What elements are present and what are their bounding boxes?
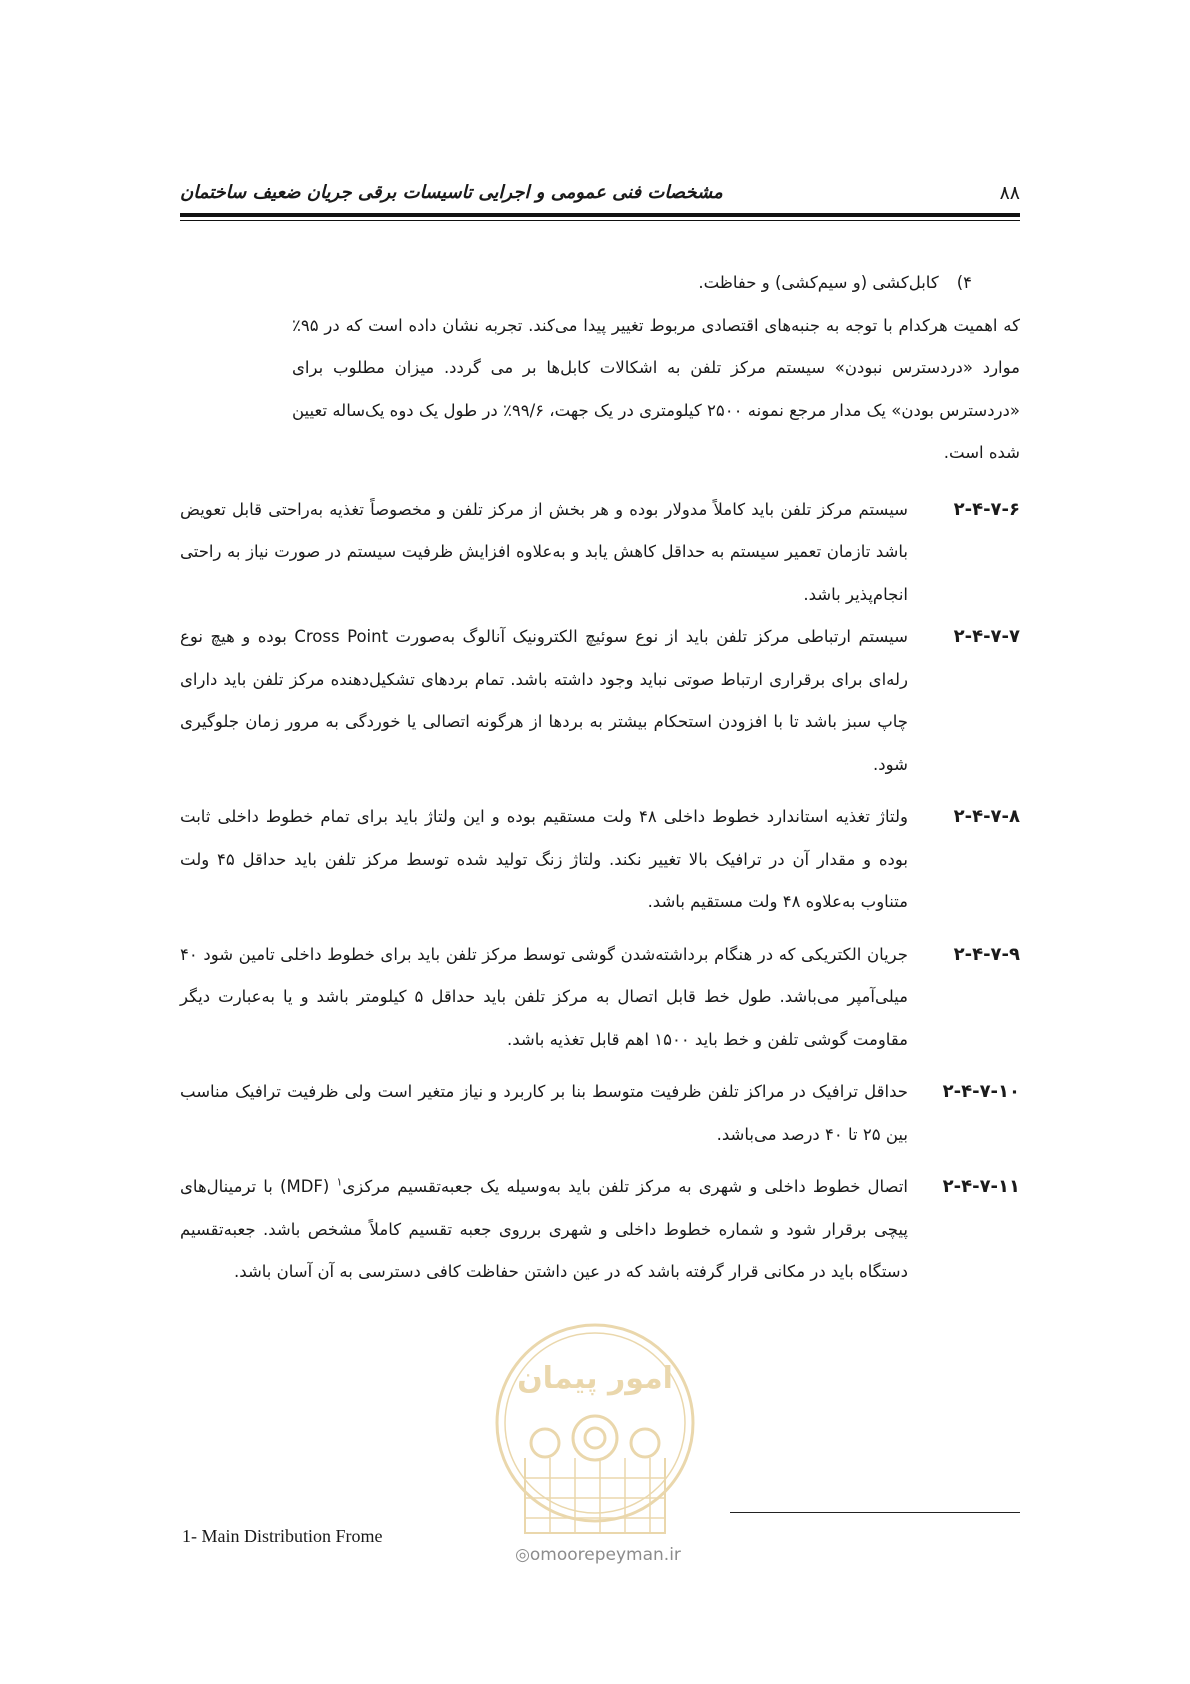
- watermark-site: ◎omoorepeyman.ir: [515, 1545, 681, 1565]
- clause-number: ۲-۴-۷-۶: [953, 498, 1020, 520]
- clause-text: سیستم مرکز تلفن باید کاملاً مدولار بوده و هر بخش از مرکز تلفن و مخصوصاً تغذیه به‌راحتی قابل تعویض باشد تازمان تعمیر سیستم به حداقل کاهش یابد و به‌علاوه افزایش ظرفیت سیستم در صورت نیاز به راحتی انجام‌پذیر باشد.: [180, 499, 908, 604]
- footnote-marker: ۱: [336, 1175, 343, 1189]
- clause-2-4-7-6: [180, 489, 1020, 617]
- clause-text: حداقل ترافیک در مراکز تلفن ظرفیت متوسط بنا بر کاربرد و نیاز متغیر است ولی ظرفیت ترافیک مناسب بین ۲۵ تا ۴۰ درصد می‌باشد.: [180, 1082, 908, 1144]
- list-item-number: ۴): [956, 273, 972, 292]
- intro-paragraph: که اهمیت هرکدام با توجه به جنبه‌های اقتصادی مربوط تغییر پیدا می‌کند. تجربه نشان داده است که در ۹۵٪ موارد «دردسترس نبودن» سیستم مرکز تلفن به اشکالات کابل‌ها بر می گردد. میزان مطلوب برای «دردسترس بودن» یک مدار مرجع نمونه ۲۵۰۰ کیلومتری در یک جهت، ۹۹/۶٪ در طول یک دوه یک‌ساله تعیین شده است.: [292, 315, 1020, 462]
- clause-number: ۲-۴-۷-۱۰: [942, 1081, 1020, 1102]
- clause-number: ۲-۴-۷-۷: [953, 626, 1020, 647]
- clause-text: [180, 1166, 908, 1294]
- footnote: 1- Main Distribution Frome: [182, 1526, 383, 1546]
- header-rule-thin: [180, 220, 1020, 221]
- clause-text-part: اتصال خطوط داخلی و شهری به مرکز تلفن باید به‌وسیله یک جعبه‌تقسیم مرکزی: [342, 1177, 909, 1196]
- watermark-logo-text: امور پیمان: [517, 1361, 673, 1396]
- watermark-logo: [490, 1318, 700, 1548]
- body-text: [180, 262, 1020, 1294]
- clause-number: ۲-۴-۷-۱۱: [942, 1176, 1020, 1197]
- clause-text: جریان الکتریکی که در هنگام برداشته‌شدن گوشی توسط مرکز تلفن باید برای خطوط داخلی تامین شود ۴۰ میلی‌آمپر می‌باشد. طول خط قابل اتصال به مرکز تلفن باید حداقل ۵ کیلومتر باشد و یا به‌عبارت دیگر مقاومت گوشی تلفن و خط باید ۱۵۰۰ اهم قابل تغذیه باشد.: [180, 944, 908, 1049]
- clause-2-4-7-11: [180, 1166, 1020, 1294]
- clause-2-4-7-8: [180, 796, 1020, 924]
- running-header: [180, 182, 1020, 212]
- running-title: مشخصات فنی عمومی و اجرایی تاسیسات برقی جریان ضعیف ساختمان: [180, 182, 723, 203]
- list-item-4: [132, 262, 1020, 305]
- clause-text: ولتاژ تغذیه استاندارد خطوط داخلی ۴۸ ولت مستقیم بوده و این ولتاژ باید برای تمام خطوط داخلی ثابت بوده و مقدار آن در ترافیک بالا تغییر نکند. ولتاژ زنگ تولید شده توسط مرکز تلفن باید حداقل ۴۵ ولت متناوب به‌علاوه ۴۸ ولت مستقیم باشد.: [180, 807, 908, 911]
- clause-number: ۲-۴-۷-۸: [953, 806, 1020, 827]
- clause-text-part: (MDF) با ترمینال‌های پیچی برقرار شود و شماره خطوط داخلی و شهری برروی جعبه تقسیم کاملاً مشخص باشد. جعبه‌تقسیم دستگاه باید در مکانی قرار گرفته باشد که در عین داشتن حفاظت کافی دسترسی به آن آسان باشد.: [180, 1177, 908, 1281]
- clause-2-4-7-10: [180, 1071, 1020, 1156]
- clause-2-4-7-9: [180, 934, 1020, 1062]
- clause-text: سیستم ارتباطی مرکز تلفن باید از نوع سوئیچ الکترونیک آنالوگ به‌صورت Cross Point بوده و هیچ نوع رله‌ای برای برقراری ارتباط صوتی نباید وجود داشته باشد. تمام بردهای تشکیل‌دهنده مرکز تلفن باید دارای چاپ سبز باشد تا با افزودن استحکام بیشتر به بردها از هرگونه اتصالی یا خوردگی به مرور زمان جلوگیری شود.: [180, 627, 908, 774]
- header-rule-thick: [180, 213, 1020, 217]
- page-number: ۸۸: [999, 182, 1020, 204]
- footnote-rule: [730, 1512, 1020, 1513]
- list-item-text: کابل‌کشی (و سیم‌کشی) و حفاظت.: [698, 273, 939, 292]
- clause-2-4-7-7: [180, 616, 1020, 786]
- clause-number: ۲-۴-۷-۹: [953, 943, 1020, 965]
